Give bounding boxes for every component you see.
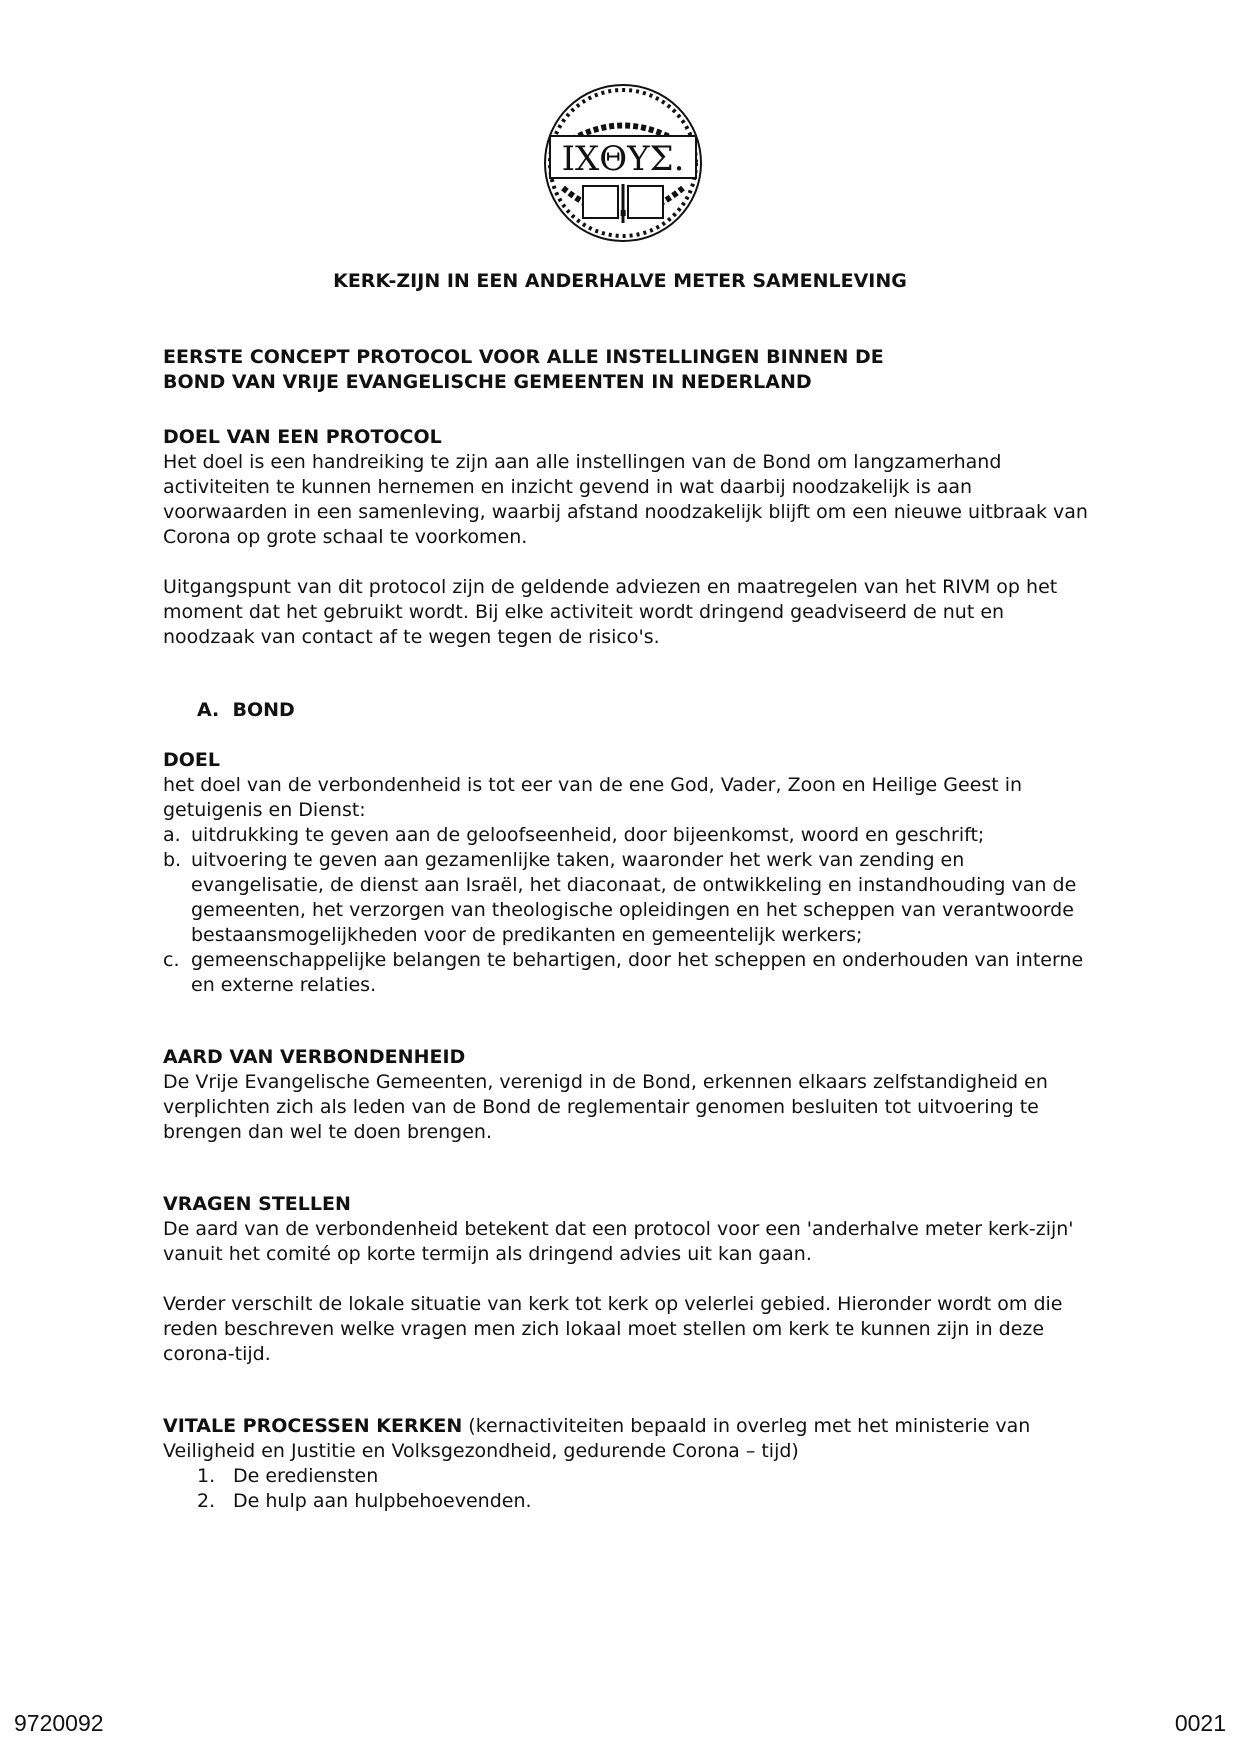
list-item-text: gemeenschappelijke belangen te behartigen, door het scheppen en onderhouden van interne en externe relaties. <box>191 949 1084 996</box>
doel-heading: DOEL <box>163 749 221 771</box>
doel-list <box>163 823 1093 998</box>
doel-protocol-paragraph-2: Uitgangspunt van dit protocol zijn de geldende adviezen en maatregelen van het RIVM op het moment dat het gebruikt wordt. Bij elke activiteit wordt dringend geadviseerd de nut en noodzaak van contact af te wegen tegen de risico's. <box>163 576 1058 648</box>
aard-heading: AARD VAN VERBONDENHEID <box>163 1046 466 1068</box>
vragen-paragraph-1: De aard van de verbondenheid betekent dat een protocol voor een 'anderhalve meter kerk-zijn' vanuit het comité op korte termijn als dringend advies uit kan gaan. <box>163 1218 1074 1265</box>
document-title: KERK-ZIJN IN EEN ANDERHALVE METER SAMENLEVING <box>333 270 907 292</box>
footer-page-number: 0021 <box>1174 1710 1226 1736</box>
doel-list-item-c <box>163 948 1093 998</box>
list-item-text: uitvoering te geven aan gezamenlijke taken, waaronder het werk van zending en evangelisatie, de dienst aan Israël, het diaconaat, de ontwikkeling en instandhouding van de gemeenten, het verzorgen van theologische opleidingen en het scheppen van verantwoorde bestaansmogelijkheden voor de predikanten en gemeentelijk werkers; <box>191 849 1077 946</box>
vitale-heading: VITALE PROCESSEN KERKEN <box>163 1415 463 1437</box>
aard-paragraph: De Vrije Evangelische Gemeenten, verenigd in de Bond, erkennen elkaars zelfstandigheid en verplichten zich als leden van de Bond de reglementair genomen besluiten tot uitvoering te brengen dan wel te doen brengen. <box>163 1071 1048 1143</box>
footer-document-number: 9720092 <box>14 1710 104 1736</box>
vitale-list-item <box>163 1489 1093 1514</box>
vragen-paragraph-2: Verder verschilt de lokale situatie van kerk tot kerk op velerlei gebied. Hieronder wordt om die reden beschreven welke vragen men zich lokaal moet stellen om kerk te kunnen zijn in deze corona-tijd. <box>163 1293 1063 1365</box>
doel-protocol-heading: DOEL VAN EEN PROTOCOL <box>163 426 442 448</box>
list-item-text: uitdrukking te geven aan de geloofseenheid, door bijeenkomst, woord en geschrift; <box>191 824 985 846</box>
vitale-note: (kernactiviteiten bepaald in overleg met het ministerie van Veiligheid en Justitie en Volksgezondheid, gedurende Corona – tijd) <box>163 1415 1031 1462</box>
list-marker: 1. <box>197 1465 216 1487</box>
list-marker: b. <box>163 849 182 871</box>
doel-list-item-a <box>163 823 1093 848</box>
section-a-label: BOND <box>232 699 295 721</box>
doel-list-item-b <box>163 848 1093 948</box>
vitale-block <box>163 1414 1093 1464</box>
list-marker: c. <box>163 949 180 971</box>
section-a-heading <box>197 698 1093 723</box>
list-marker: a. <box>163 824 181 846</box>
section-a-marker: A. <box>197 699 220 721</box>
ichthus-logo <box>538 78 708 248</box>
document-subtitle <box>163 345 1093 395</box>
vitale-list-item <box>163 1464 1093 1489</box>
document-body <box>163 345 1093 1514</box>
subtitle-line-2: BOND VAN VRIJE EVANGELISCHE GEMEENTEN IN NEDERLAND <box>163 371 812 393</box>
doel-protocol-paragraph-1: Het doel is een handreiking te zijn aan alle instellingen van de Bond om langzamerhand activiteiten te kunnen hernemen en inzicht gevend in wat daarbij noodzakelijk is aan voorwaarden in een samenleving, waarbij afstand noodzakelijk blijft om een nieuwe uitbraak van Corona op grote schaal te voorkomen. <box>163 451 1088 548</box>
vragen-heading: VRAGEN STELLEN <box>163 1193 351 1215</box>
vitale-list <box>163 1464 1093 1514</box>
doel-intro: het doel van de verbondenheid is tot eer van de ene God, Vader, Zoon en Heilige Geest in getuigenis en Dienst: <box>163 774 1023 821</box>
list-item-text: De erediensten <box>233 1465 379 1487</box>
subtitle-line-1: EERSTE CONCEPT PROTOCOL VOOR ALLE INSTELLINGEN BINNEN DE <box>163 346 884 368</box>
list-marker: 2. <box>197 1490 216 1512</box>
list-item-text: De hulp aan hulpbehoevenden. <box>233 1490 532 1512</box>
logo-text: ΙΧΘΥΣ. <box>561 139 685 179</box>
